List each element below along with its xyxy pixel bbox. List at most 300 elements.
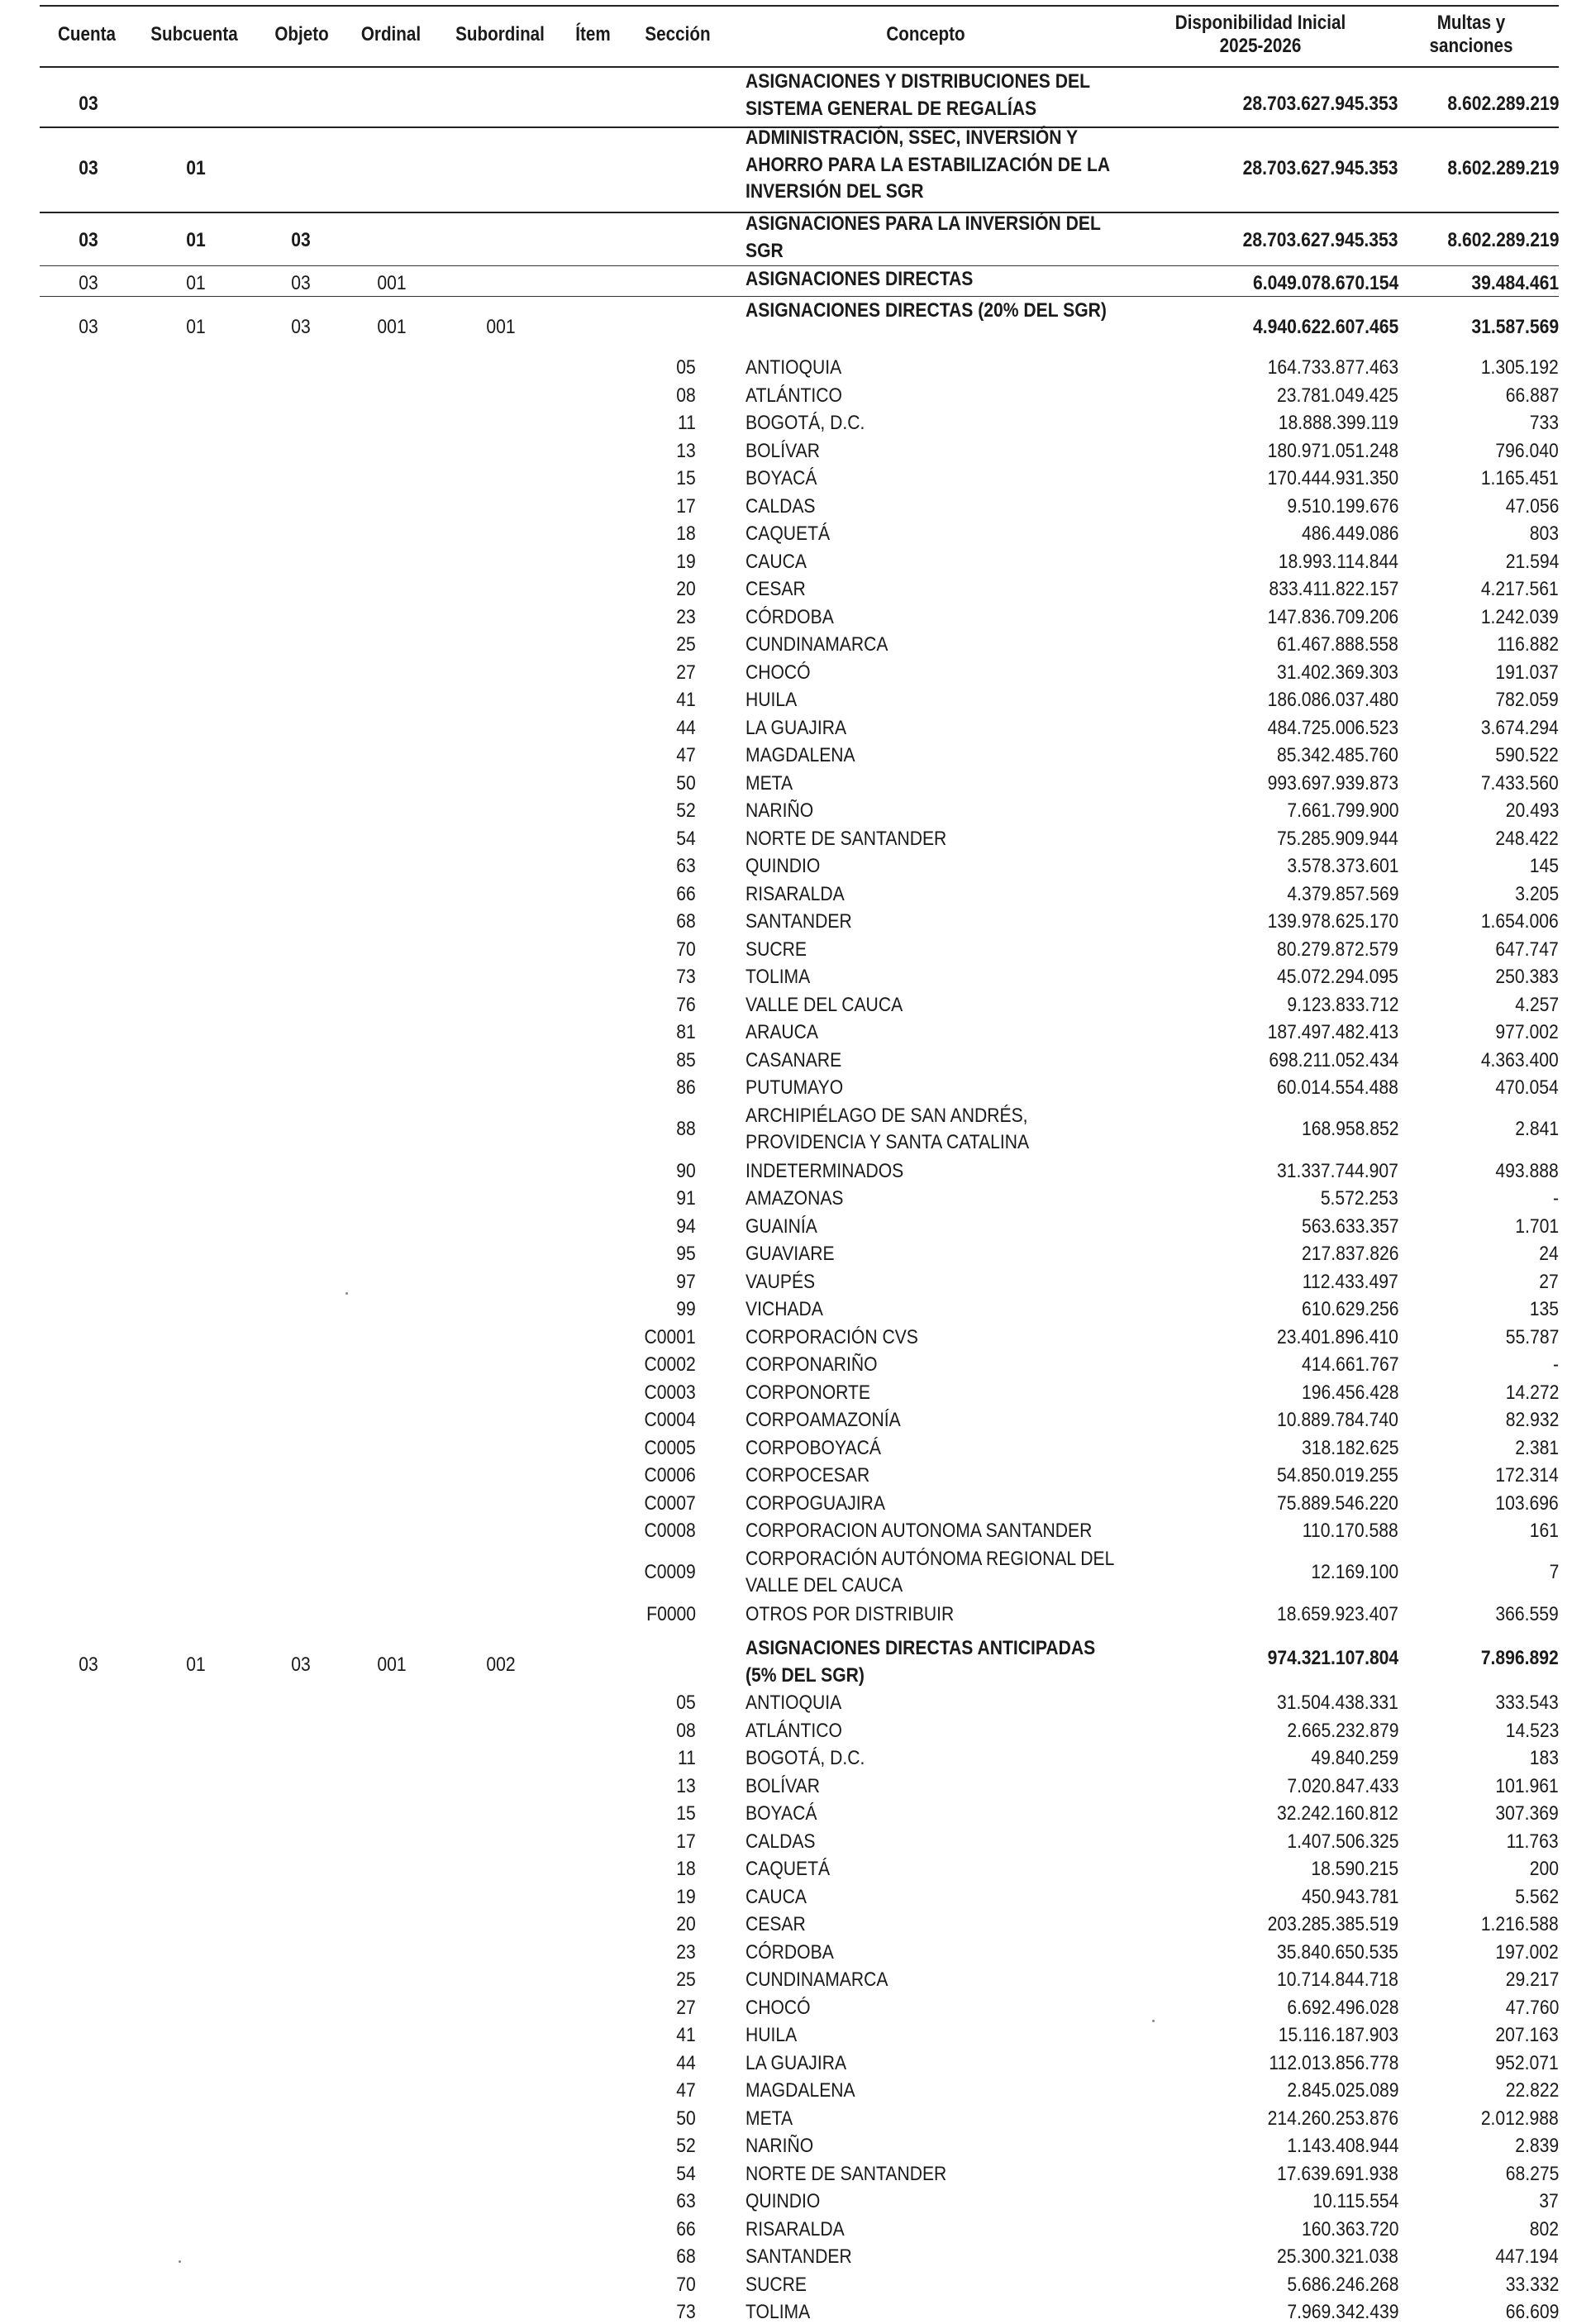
multas-value: 33.332 xyxy=(1505,2273,1559,2296)
seccion-code: 23 xyxy=(676,605,696,628)
seccion-code: 94 xyxy=(676,1214,696,1238)
disponibilidad-value: 60.014.554.488 xyxy=(1277,1076,1398,1099)
header-cuenta: Cuenta xyxy=(58,23,116,45)
territory-name: CALDAS xyxy=(745,1830,816,1853)
territory-name: MAGDALENA xyxy=(745,744,855,766)
multas-value: 1.242.039 xyxy=(1481,605,1559,628)
disponibilidad-value: 49.840.259 xyxy=(1311,1747,1398,1769)
row-divider xyxy=(40,296,1559,297)
disponibilidad-value: 186.086.037.480 xyxy=(1267,689,1398,711)
multas-value: 14.523 xyxy=(1505,1719,1559,1742)
territory-name: GUAINÍA xyxy=(745,1214,817,1238)
scan-speck xyxy=(179,2260,181,2263)
code-subcuenta: 01 xyxy=(186,316,206,338)
seccion-code: 13 xyxy=(676,1774,696,1797)
disponibilidad-value: 112.433.497 xyxy=(1303,1270,1398,1293)
seccion-code: C0006 xyxy=(644,1464,696,1487)
seccion-code: 20 xyxy=(676,1913,696,1935)
seccion-code: 63 xyxy=(676,2190,696,2212)
code-ordinal: 001 xyxy=(377,272,407,294)
territory-name: MAGDALENA xyxy=(745,2079,855,2102)
territory-name: CORPOAMAZONÍA xyxy=(745,1409,901,1431)
seccion-code: C0003 xyxy=(644,1381,696,1404)
seccion-code: 11 xyxy=(678,412,696,434)
seccion-code: C0004 xyxy=(644,1409,696,1431)
disponibilidad-value: 54.850.019.255 xyxy=(1277,1464,1398,1487)
multas-value: 103.696 xyxy=(1495,1491,1559,1515)
multas-value: 3.674.294 xyxy=(1481,716,1559,739)
seccion-code: 66 xyxy=(676,882,696,905)
territory-name: BOLÍVAR xyxy=(745,1774,820,1797)
multas-value: 470.054 xyxy=(1495,1076,1559,1099)
code-objeto: 03 xyxy=(291,1654,311,1676)
code-subcuenta: 01 xyxy=(186,272,206,294)
disponibilidad-value: 5.686.246.268 xyxy=(1286,2273,1398,2296)
disponibilidad-value: 18.590.215 xyxy=(1311,1858,1398,1880)
disponibilidad-value: 25.300.321.038 xyxy=(1277,2245,1398,2268)
disponibilidad-value: 28.703.627.945.353 xyxy=(1243,93,1398,115)
territory-name: ARAUCA xyxy=(745,1021,819,1043)
disponibilidad-value: 168.958.852 xyxy=(1301,1118,1398,1141)
territory-name: CHOCÓ xyxy=(745,661,811,684)
multas-value: 733 xyxy=(1529,412,1559,434)
territory-name: BOGOTÁ, D.C. xyxy=(745,412,865,434)
disponibilidad-value: 9.510.199.676 xyxy=(1286,494,1398,518)
multas-value: 333.543 xyxy=(1495,1692,1559,1714)
multas-value: 1.701 xyxy=(1515,1214,1559,1238)
header-objeto: Objeto xyxy=(274,23,329,45)
territory-name: NARIÑO xyxy=(745,2135,814,2157)
seccion-code: 54 xyxy=(676,2162,696,2185)
disponibilidad-value: 31.337.744.907 xyxy=(1277,1159,1398,1182)
disponibilidad-value: 4.940.622.607.465 xyxy=(1252,316,1398,338)
multas-value: 14.272 xyxy=(1505,1381,1559,1404)
code-ordinal: 001 xyxy=(377,1654,407,1676)
multas-value: 8.602.289.219 xyxy=(1446,93,1559,115)
territory-name: NORTE DE SANTANDER xyxy=(745,827,947,850)
multas-value: 796.040 xyxy=(1495,439,1559,462)
multas-value: 248.422 xyxy=(1495,827,1559,850)
seccion-code: 13 xyxy=(676,439,696,462)
multas-value: 447.194 xyxy=(1495,2245,1559,2268)
code-subcuenta: 01 xyxy=(186,229,206,251)
territory-name: CUNDINAMARCA xyxy=(745,633,888,656)
disponibilidad-value: 6.692.496.028 xyxy=(1286,1996,1398,2019)
multas-value: 977.002 xyxy=(1495,1021,1559,1043)
seccion-code: 17 xyxy=(676,1830,696,1853)
seccion-code: 20 xyxy=(676,578,696,600)
concept-heading: ASIGNACIONES DIRECTAS xyxy=(745,268,974,290)
multas-value: 101.961 xyxy=(1495,1774,1559,1797)
disponibilidad-value: 486.449.086 xyxy=(1301,523,1398,545)
disponibilidad-value: 318.182.625 xyxy=(1301,1436,1398,1459)
seccion-code: 18 xyxy=(676,1858,696,1880)
territory-name: CESAR xyxy=(745,1913,806,1935)
seccion-code: 15 xyxy=(676,467,696,489)
territory-name: BOLÍVAR xyxy=(745,439,820,462)
territory-name: CORPONARIÑO xyxy=(745,1353,878,1376)
territory-name: SANTANDER xyxy=(745,910,852,933)
disponibilidad-value: 112.013.856.778 xyxy=(1269,2051,1398,2074)
seccion-code: 70 xyxy=(676,2273,696,2296)
code-objeto: 03 xyxy=(291,316,311,338)
multas-value: 22.822 xyxy=(1505,2079,1559,2102)
disponibilidad-value: 147.836.709.206 xyxy=(1267,605,1398,628)
disponibilidad-value: 563.633.357 xyxy=(1301,1214,1398,1238)
seccion-code: 25 xyxy=(676,633,696,656)
disponibilidad-value: 31.504.438.331 xyxy=(1277,1692,1398,1714)
code-objeto: 03 xyxy=(291,229,311,251)
territory-name: VAUPÉS xyxy=(745,1270,816,1293)
territory-name: QUINDIO xyxy=(745,2190,821,2212)
multas-value: 2.839 xyxy=(1515,2135,1559,2157)
seccion-code: 23 xyxy=(676,1940,696,1964)
disponibilidad-value: 61.467.888.558 xyxy=(1277,633,1398,656)
seccion-code: 99 xyxy=(676,1298,696,1320)
multas-value: 7 xyxy=(1549,1561,1559,1584)
disponibilidad-value: 484.725.006.523 xyxy=(1267,716,1398,739)
territory-name: NARIÑO xyxy=(745,799,814,822)
header-disponibilidad: Disponibilidad Inicial 2025-2026 xyxy=(1174,12,1346,57)
territory-name: INDETERMINADOS xyxy=(745,1159,904,1182)
disponibilidad-value: 80.279.872.579 xyxy=(1277,938,1398,961)
disponibilidad-value: 187.497.482.413 xyxy=(1267,1021,1398,1043)
territory-name: TOLIMA xyxy=(745,966,811,988)
multas-value: 39.484.461 xyxy=(1471,272,1559,294)
multas-value: 145 xyxy=(1529,855,1559,877)
disponibilidad-value: 414.661.767 xyxy=(1301,1353,1398,1376)
header-ordinal: Ordinal xyxy=(360,23,422,45)
disponibilidad-value: 31.402.369.303 xyxy=(1277,661,1398,684)
disponibilidad-value: 974.321.107.804 xyxy=(1267,1647,1398,1669)
multas-value: 27 xyxy=(1539,1270,1559,1293)
seccion-code: 47 xyxy=(676,744,696,766)
multas-value: 250.383 xyxy=(1495,966,1559,988)
code-subordinal: 001 xyxy=(486,316,516,338)
territory-name: RISARALDA xyxy=(745,882,845,905)
territory-name: NORTE DE SANTANDER xyxy=(745,2162,947,2185)
multas-value: 55.787 xyxy=(1505,1325,1559,1348)
multas-value: 31.587.569 xyxy=(1471,316,1559,338)
multas-value: 2.012.988 xyxy=(1481,2107,1559,2130)
multas-value: 4.257 xyxy=(1515,993,1559,1016)
disponibilidad-value: 3.578.373.601 xyxy=(1286,855,1398,877)
disponibilidad-value: 10.115.554 xyxy=(1312,2190,1398,2212)
multas-value: 3.205 xyxy=(1515,882,1559,905)
multas-value: 1.305.192 xyxy=(1481,356,1559,379)
disponibilidad-value: 110.170.588 xyxy=(1303,1520,1398,1542)
multas-value: 952.071 xyxy=(1495,2051,1559,2074)
multas-value: 1.216.588 xyxy=(1481,1913,1559,1935)
concept-heading: ADMINISTRACIÓN, SSEC, INVERSIÓN Y AHORRO PARA LA ESTABILIZACIÓN DE LA INVERSIÓN DEL SGR xyxy=(745,126,1110,203)
multas-value: 24 xyxy=(1539,1243,1559,1265)
territory-name: CASANARE xyxy=(745,1048,842,1071)
seccion-code: 41 xyxy=(676,2024,696,2046)
territory-name: ANTIOQUIA xyxy=(745,1692,842,1714)
territory-name: CORPORACION AUTONOMA SANTANDER xyxy=(745,1520,1093,1542)
territory-name: BOYACÁ xyxy=(745,467,817,489)
territory-name: VICHADA xyxy=(745,1298,823,1320)
multas-value: 647.747 xyxy=(1495,938,1559,961)
seccion-code: 86 xyxy=(676,1076,696,1099)
disponibilidad-value: 196.456.428 xyxy=(1301,1381,1398,1404)
seccion-code: 68 xyxy=(676,910,696,933)
multas-value: 47.056 xyxy=(1505,494,1559,518)
disponibilidad-value: 15.116.187.903 xyxy=(1278,2024,1398,2046)
disponibilidad-value: 214.260.253.876 xyxy=(1267,2107,1398,2130)
code-subordinal: 002 xyxy=(486,1654,516,1676)
seccion-code: 52 xyxy=(676,2135,696,2157)
territory-name: META xyxy=(745,2107,793,2130)
seccion-code: 91 xyxy=(676,1187,696,1210)
header-concepto: Concepto xyxy=(886,23,965,45)
territory-name: ARCHIPIÉLAGO DE SAN ANDRÉS, PROVIDENCIA Y SANTA CATALINA xyxy=(745,1104,1030,1153)
multas-value: 7.896.892 xyxy=(1481,1647,1559,1669)
multas-value: 135 xyxy=(1529,1298,1559,1320)
disponibilidad-value: 2.845.025.089 xyxy=(1286,2079,1398,2102)
multas-value: - xyxy=(1552,1353,1559,1376)
territory-name: CORPOCESAR xyxy=(745,1464,870,1487)
territory-name: SUCRE xyxy=(745,2273,807,2296)
disponibilidad-value: 1.143.408.944 xyxy=(1286,2135,1398,2157)
seccion-code: 63 xyxy=(676,855,696,877)
disponibilidad-value: 1.407.506.325 xyxy=(1286,1830,1398,1853)
multas-value: 200 xyxy=(1529,1858,1559,1880)
disponibilidad-value: 17.639.691.938 xyxy=(1277,2162,1398,2185)
header-seccion: Sección xyxy=(645,23,711,45)
territory-name: CUNDINAMARCA xyxy=(745,1968,888,1991)
territory-name: PUTUMAYO xyxy=(745,1076,844,1099)
code-cuenta: 03 xyxy=(79,93,98,115)
seccion-code: 66 xyxy=(676,2217,696,2240)
multas-value: 2.841 xyxy=(1515,1118,1559,1141)
territory-name: BOGOTÁ, D.C. xyxy=(745,1747,865,1769)
territory-name: CALDAS xyxy=(745,494,816,518)
seccion-code: 15 xyxy=(676,1802,696,1825)
disponibilidad-value: 7.661.799.900 xyxy=(1286,799,1398,822)
multas-value: 1.654.006 xyxy=(1481,910,1559,933)
multas-value: 29.217 xyxy=(1505,1968,1559,1991)
disponibilidad-value: 85.342.485.760 xyxy=(1277,744,1398,766)
multas-value: 20.493 xyxy=(1505,799,1559,822)
scan-speck xyxy=(1152,2020,1155,2022)
multas-value: 37 xyxy=(1539,2190,1559,2212)
code-objeto: 03 xyxy=(291,272,311,294)
multas-value: 47.760 xyxy=(1505,1996,1559,2019)
disponibilidad-value: 75.285.909.944 xyxy=(1277,827,1398,850)
multas-value: 8.602.289.219 xyxy=(1446,229,1559,251)
concept-heading: ASIGNACIONES DIRECTAS ANTICIPADAS (5% DEL SGR) xyxy=(745,1637,1096,1687)
code-cuenta: 03 xyxy=(79,272,98,294)
territory-name: CORPOBOYACÁ xyxy=(745,1436,881,1459)
disponibilidad-value: 993.697.939.873 xyxy=(1267,771,1398,795)
seccion-code: 76 xyxy=(676,993,696,1016)
disponibilidad-value: 9.123.833.712 xyxy=(1286,993,1398,1016)
territory-name: CAUCA xyxy=(745,1885,807,1908)
multas-value: 803 xyxy=(1529,523,1559,545)
territory-name: ATLÁNTICO xyxy=(745,384,842,407)
disponibilidad-value: 5.572.253 xyxy=(1321,1187,1398,1210)
multas-value: - xyxy=(1552,1187,1559,1210)
multas-value: 782.059 xyxy=(1495,689,1559,711)
disponibilidad-value: 18.993.114.844 xyxy=(1278,550,1398,573)
multas-value: 4.363.400 xyxy=(1481,1048,1559,1071)
territory-name: CORPOGUAJIRA xyxy=(745,1491,885,1515)
territory-name: HUILA xyxy=(745,689,798,711)
territory-name: CAQUETÁ xyxy=(745,523,831,545)
disponibilidad-value: 164.733.877.463 xyxy=(1267,356,1398,379)
seccion-code: 18 xyxy=(676,523,696,545)
seccion-code: 44 xyxy=(676,716,696,739)
territory-name: TOLIMA xyxy=(745,2301,811,2323)
code-subcuenta: 01 xyxy=(186,157,206,179)
seccion-code: 08 xyxy=(676,384,696,407)
multas-value: 161 xyxy=(1529,1520,1559,1542)
seccion-code: 27 xyxy=(676,1996,696,2019)
seccion-code: 44 xyxy=(676,2051,696,2074)
code-cuenta: 03 xyxy=(79,316,98,338)
disponibilidad-value: 35.840.650.535 xyxy=(1277,1940,1398,1964)
territory-name: ATLÁNTICO xyxy=(745,1719,842,1742)
multas-value: 4.217.561 xyxy=(1481,578,1559,600)
disponibilidad-value: 180.971.051.248 xyxy=(1267,439,1398,462)
territory-name: CORPONORTE xyxy=(745,1381,870,1404)
disponibilidad-value: 23.781.049.425 xyxy=(1277,384,1398,407)
disponibilidad-value: 75.889.546.220 xyxy=(1277,1491,1398,1515)
seccion-code: 08 xyxy=(676,1719,696,1742)
disponibilidad-value: 139.978.625.170 xyxy=(1267,910,1398,933)
territory-name: CORPORACIÓN AUTÓNOMA REGIONAL DEL VALLE DEL CAUCA xyxy=(745,1547,1114,1596)
disponibilidad-value: 18.659.923.407 xyxy=(1277,1602,1398,1625)
multas-value: 191.037 xyxy=(1495,661,1559,684)
multas-value: 66.887 xyxy=(1505,384,1559,407)
multas-value: 68.275 xyxy=(1505,2162,1559,2185)
disponibilidad-value: 6.049.078.670.154 xyxy=(1252,272,1398,294)
multas-value: 172.314 xyxy=(1495,1464,1559,1487)
scan-speck xyxy=(345,1292,348,1295)
territory-name: CESAR xyxy=(745,578,806,600)
territory-name: OTROS POR DISTRIBUIR xyxy=(745,1602,955,1625)
seccion-code: 11 xyxy=(678,1747,696,1769)
disponibilidad-value: 28.703.627.945.353 xyxy=(1243,229,1398,251)
multas-value: 590.522 xyxy=(1495,744,1559,766)
multas-value: 183 xyxy=(1529,1747,1559,1769)
code-cuenta: 03 xyxy=(79,229,98,251)
seccion-code: C0008 xyxy=(644,1520,696,1542)
seccion-code: 05 xyxy=(676,1692,696,1714)
seccion-code: 88 xyxy=(676,1118,696,1141)
multas-value: 7.433.560 xyxy=(1481,771,1559,795)
territory-name: BOYACÁ xyxy=(745,1802,817,1825)
seccion-code: 27 xyxy=(676,661,696,684)
disponibilidad-value: 833.411.822.157 xyxy=(1269,578,1398,600)
multas-value: 21.594 xyxy=(1505,550,1559,573)
territory-name: SANTANDER xyxy=(745,2245,852,2268)
seccion-code: 17 xyxy=(676,494,696,518)
territory-name: CÓRDOBA xyxy=(745,1940,834,1964)
code-subcuenta: 01 xyxy=(186,1654,206,1676)
concept-heading: ASIGNACIONES PARA LA INVERSIÓN DEL SGR xyxy=(745,212,1101,262)
multas-value: 307.369 xyxy=(1495,1802,1559,1825)
disponibilidad-value: 18.888.399.119 xyxy=(1278,412,1398,434)
territory-name: CÓRDOBA xyxy=(745,605,834,628)
seccion-code: 68 xyxy=(676,2245,696,2268)
seccion-code: C0002 xyxy=(644,1353,696,1376)
seccion-code: C0005 xyxy=(644,1436,696,1459)
multas-value: 1.165.451 xyxy=(1481,467,1559,489)
disponibilidad-value: 7.020.847.433 xyxy=(1286,1774,1398,1797)
disponibilidad-value: 23.401.896.410 xyxy=(1277,1325,1398,1348)
multas-value: 66.609 xyxy=(1505,2301,1559,2323)
territory-name: LA GUAJIRA xyxy=(745,716,847,739)
territory-name: QUINDIO xyxy=(745,855,821,877)
territory-name: CAQUETÁ xyxy=(745,1858,831,1880)
seccion-code: 54 xyxy=(676,827,696,850)
disponibilidad-value: 450.943.781 xyxy=(1301,1885,1398,1908)
header-subcuenta: Subcuenta xyxy=(150,23,238,45)
seccion-code: 50 xyxy=(676,2107,696,2130)
territory-name: AMAZONAS xyxy=(745,1187,844,1210)
header-item: Ítem xyxy=(575,23,611,45)
concept-heading: ASIGNACIONES Y DISTRIBUCIONES DEL SISTEMA GENERAL DE REGALÍAS xyxy=(745,70,1090,120)
multas-value: 11.763 xyxy=(1506,1830,1559,1853)
territory-name: ANTIOQUIA xyxy=(745,356,842,379)
seccion-code: 81 xyxy=(676,1021,696,1043)
seccion-code: 70 xyxy=(676,938,696,961)
seccion-code: 85 xyxy=(676,1048,696,1071)
territory-name: CAUCA xyxy=(745,550,807,573)
seccion-code: 19 xyxy=(676,550,696,573)
seccion-code: 90 xyxy=(676,1159,696,1182)
seccion-code: 41 xyxy=(676,689,696,711)
seccion-code: 52 xyxy=(676,799,696,822)
seccion-code: C0007 xyxy=(644,1491,696,1515)
multas-value: 2.381 xyxy=(1515,1436,1559,1459)
code-ordinal: 001 xyxy=(377,316,407,338)
territory-name: SUCRE xyxy=(745,938,807,961)
territory-name: META xyxy=(745,771,793,795)
multas-value: 207.163 xyxy=(1495,2024,1559,2046)
disponibilidad-value: 203.285.385.519 xyxy=(1267,1913,1398,1935)
multas-value: 366.559 xyxy=(1495,1602,1559,1625)
seccion-code: C0001 xyxy=(644,1325,696,1348)
seccion-code: 19 xyxy=(676,1885,696,1908)
disponibilidad-value: 217.837.826 xyxy=(1301,1243,1398,1265)
code-cuenta: 03 xyxy=(79,1654,98,1676)
disponibilidad-value: 7.969.342.439 xyxy=(1286,2301,1398,2323)
disponibilidad-value: 28.703.627.945.353 xyxy=(1243,157,1398,179)
seccion-code: 97 xyxy=(676,1270,696,1293)
disponibilidad-value: 10.714.844.718 xyxy=(1277,1968,1398,1991)
disponibilidad-value: 45.072.294.095 xyxy=(1277,966,1398,988)
multas-value: 493.888 xyxy=(1495,1159,1559,1182)
seccion-code: 95 xyxy=(676,1243,696,1265)
multas-value: 197.002 xyxy=(1495,1940,1559,1964)
territory-name: CORPORACIÓN CVS xyxy=(745,1325,918,1348)
disponibilidad-value: 610.629.256 xyxy=(1301,1298,1398,1320)
territory-name: HUILA xyxy=(745,2024,798,2046)
header-subordinal: Subordinal xyxy=(455,23,545,45)
multas-value: 5.562 xyxy=(1515,1885,1559,1908)
disponibilidad-value: 12.169.100 xyxy=(1311,1561,1398,1584)
seccion-code: C0009 xyxy=(644,1561,696,1584)
territory-name: LA GUAJIRA xyxy=(745,2051,847,2074)
seccion-code: 73 xyxy=(676,966,696,988)
territory-name: GUAVIARE xyxy=(745,1243,835,1265)
territory-name: RISARALDA xyxy=(745,2217,845,2240)
multas-value: 116.882 xyxy=(1497,633,1559,656)
code-cuenta: 03 xyxy=(79,157,98,179)
